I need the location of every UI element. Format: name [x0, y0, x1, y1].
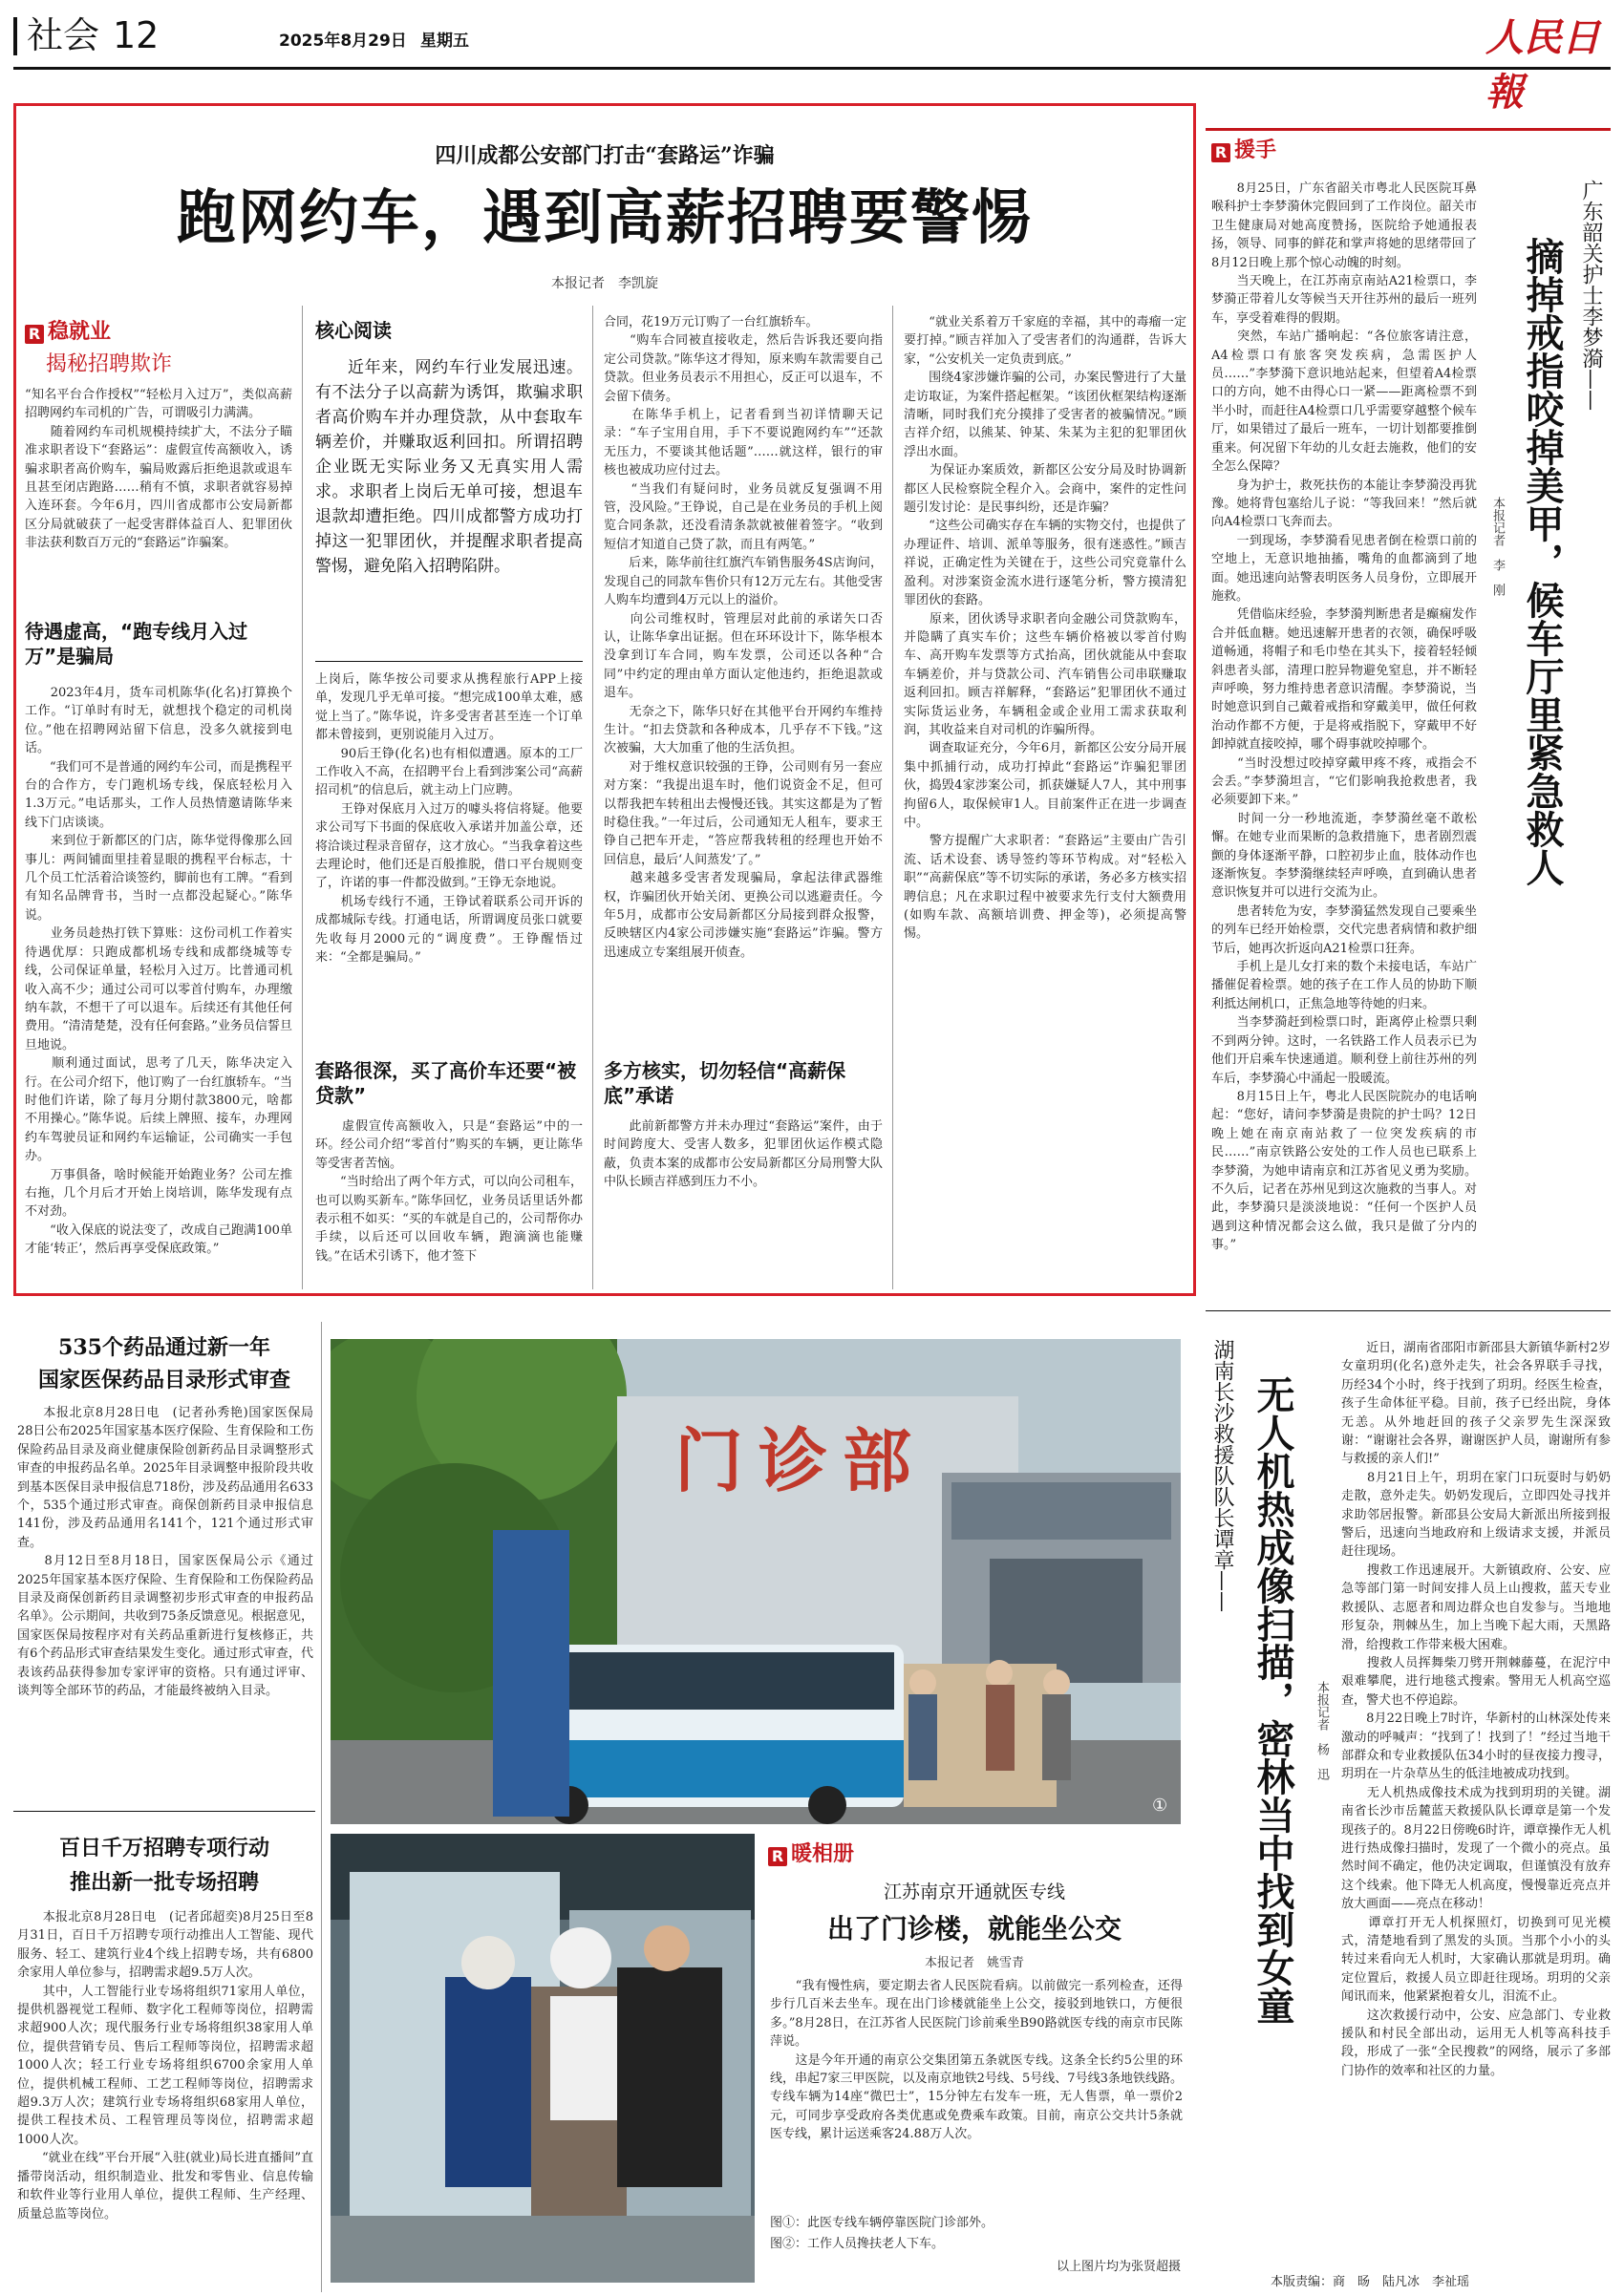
col-rule	[892, 306, 893, 1289]
drug-title-2: 国家医保药品目录形式审查	[37, 1368, 290, 1392]
warm-text: “我有慢性病，要定期去省人民医院看病。以前做完一系列检查，还得步行几百米去坐车。现在出门诊楼就能坐上公交，接驳到地铁口，方便很多。”8月28日，在江苏省人民医院门诊前乘坐B90路就医专线的南京市民陈萍说。 这是今年开通的南京公交集团第五条就医专线。这条全长约5公里的环线，串起7家三甲医院，以及南京地铁2号线、5号线、7号线3条地铁线路。专线车辆为14座“微巴士”，15分钟左右发车一班，无人售票，单一票价2元，可同步享受政府各类优惠或免费乘车政策。目前，南京公交共计5条就医专线，累计运送乘客24.88万人次。	[770, 1979, 1183, 2142]
section-sublabel: 揭秘招聘欺诈	[46, 352, 173, 376]
jobs-text: 本报北京8月28日电 (记者邱超奕)8月25日至8月31日，百日千万招聘专项行动推出人工智能、现代服务、轻工、建筑行业4个线上招聘专场，共有6800余家用人单位参与，招聘需求超9.5万人次。 其中，人工智能行业专场将组织71家用人单位，提供机器视觉工程师、数字化工程师等岗位，招聘需求超900人次；现代服务行业专场将组织38家用人单位，提供营销专员、售后工程师等岗位，招聘需求超1000人次；轻工行业专场将组织6700余家用人单位，提供机械工程师、工艺工程师等岗位，招聘需求超9.3万人次；建筑行业专场将组织68家用人单位，提供工程技术员、工程管理员等岗位，招聘需求超1000人次。 “就业在线”平台开展“入驻(就业)局长进直播间”直播带岗活动，组织制造业、批发和零售业、信息传输和软件业等行业用人单位，提供工程师、生产经理、质量总监等岗位。	[17, 1910, 313, 2222]
row-rule	[1206, 1310, 1611, 1311]
col3-text: 合同，花19万元订购了一台红旗轿车。 “购车合同被直接收走，然后告诉我还要向指定公司贷款。”陈华这才得知，原来购车款需要自己贷款。但业务员表示不用担心，反正可以退车，不会留下债务。 在陈华手机上，记者看到当初详情聊天记录：“车子宝用自用，手下不要说跑网约车”“还款无压力，不要谈其他话题”……就这样，银行的审核也被成功应付过去。 “当我们有疑问时，业务员就反复强调不用管，没风险。”王铮说，自己是在业务员的手机上阅览合同条款，还没看清条款就被催着签字。“收到短信才知道自己贷了款，而且有两笔。” 后来，陈华前往红旗汽车销售服务4S店询问，发现自己的同款车售价只有12万元左右。其他受害人购车均遭到4万元以上的溢价。 向公司维权时，管理层对此前的承诺矢口否认，让陈华拿出证据。但在环环设计下，陈华根本没拿到订车合同，购车发票，公司还以各种“合同”中约定的理由单方面认定他违约，拒绝退款或退车。 无奈之下，陈华只好在其他平台开网约车维持生计。“扣去贷款和各种成本，几乎存不下钱。”这次被骗，大大加重了他的生活负担。 对于维权意识较强的王铮，公司则有另一套应对方案：“我提出退车时，他们说资金不足，但可以帮我把车转租出去慢慢还钱。其实这都是为了暂时稳住我。”一年过后，公司通知无人租车，要求王铮自己把车开走，“答应帮我转租的经理也开始不回信息，最后‘人间蒸发’了。” 越来越多受害者发现骗局，拿起法律武器维权，诈骗团伙开始关闭、更换公司以逃避责任。今年5月，成都市公安局新都区分局接到群众报警，反映辖区内4家公司涉嫌实施“套路运”诈骗。警方迅速成立专案组展开侦查。	[604, 315, 883, 960]
photo-bus-at-hospital	[331, 1339, 1181, 1824]
warm-kicker: 江苏南京开通就医专线	[883, 1881, 1065, 1903]
story-headline: 跑网约车，遇到高薪招聘要警惕	[176, 182, 1033, 252]
paper-logo: 人民日報	[1485, 15, 1600, 115]
col3-text-b: 此前新都警方并未办理过“套路运”案件，由于时间跨度大、受害人数多，犯罪团伙运作模式隐蔽，负责本案的成都市公安局新都区分局刑警大队中队长顾吉祥感到压力不小。	[604, 1119, 883, 1190]
aid-title: 摘掉戒指咬掉美甲，候车厅里紧急救人	[1520, 237, 1565, 886]
col1-text-b: 2023年4月，货车司机陈华(化名)打算换个工作。“订单时有时无，就想找个稳定的司机岗位。”他在招聘网站留下信息，没多久就接到电话。 “我们可不是普通的网约车公司，而是携程平台的合作方，专门跑机场专线，保底轻松月入1.3万元。”电话那头，工作人员热情邀请陈华来线下门店谈谈。 来到位于新都区的门店，陈华觉得像那么回事儿：两间铺面里挂着显眼的携程平台标志，十几个员工忙活着洽谈签约，脚前也有工牌。“看到有知名品牌背书，当时一点都没起疑心。”陈华说。 业务员趁热打铁下算账：这份司机工作着实待遇优厚：只跑成都机场专线和成都绕城等专线，公司保证单量，轻松月入过万。比普通司机收入高不少；通过公司可以零首付购车，办理缴纳车款，不想干了可以退车。后续还有其他任何费用。“清清楚楚，没有任何套路。”业务员信誓旦旦地说。 顺利通过面试，思考了几天，陈华决定入行。在公司介绍下，他订购了一台红旗轿车。“当时他们许诺，除了每月分期付款3800元，啥都不用操心。”陈华说。后续上牌照、接车，办理网约车驾驶员证和网约车运输证，公司确实一手包办。 万事俱备，啥时候能开始跑业务？公司左推右拖，几个月后才开始上岗培训，陈华发现有点不对劲。 “收入保底的说法变了，改成自己跑满100单才能‘转正’，然后再享受保底政策。”	[25, 686, 292, 1257]
col-rule	[321, 1322, 322, 2292]
subhead-2: 套路很深，买了高价车还要“被贷款”	[315, 1059, 577, 1107]
drone-text: 近日，湖南省邵阳市新邵县大新镇华新村2岁女童玥玥(化名)意外走失，社会各界联手寻找，历经34个小时，终于找到了玥玥。经医生检查，孩子生命体征平稳。目前，孩子已经出院，身体无恙。从外地赶回的孩子父亲罗先生深深致谢：“谢谢社会各界，谢谢医护人员，谢谢所有参与救援的亲人们!” 8月21日上午，玥玥在家门口玩耍时与奶奶走散，意外走失。奶奶发现后，立即四处寻找并求助邻居报警。新邵县公安局大新派出所接到报警后，迅速向当地政府和上级请求支援，并派员赶往现场。 搜救工作迅速展开。大新镇政府、公安、应急等部门第一时间安排人员上山搜救，蓝天专业救援队、志愿者和周边群众也自发参与。当地地形复杂，荆棘丛生，加上当晚下起大雨，天黑路滑，给搜救工作带来极大困难。 搜救人员挥舞柴刀劈开荆棘藤蔓，在泥泞中艰难攀爬，进行地毯式搜索。警用无人机高空巡查，警犬也不停追踪。 8月22日晚上7时许，华新村的山林深处传来激动的呼喊声：“找到了！找到了！”经过当地干部群众和专业救援队伍34小时的昼夜接力搜寻，玥玥在一片杂草丛生的低洼地被成功找到。 无人机热成像技术成为找到玥玥的关键。湖南省长沙市岳麓蓝天救援队队长谭章是第一个发现孩子的。8月22日傍晚6时许，谭章操作无人机进行热成像扫描时，发现了一个微小的亮点。虽然时间不确定，他仍决定调取，但谨慎没有放弃这个线索。他下降无人机高度，慢慢靠近亮点并放大画面——亮点在移动！ 谭章打开无人机探照灯，切换到可见光模式，清楚地看到了黑发的头顶。当那个小小的头转过来看向无人机时，大家确认那就是玥玥。确定位置后，救援人员立即赶往现场。玥玥的父亲闻讯而来，他紧紧抱着女儿，泪流不止。 这次救援行动中，公安、应急部门、专业救援队和村民全部出动，运用无人机等高科技手段，形成了一张“全民搜救”的网络，展示了多部门协作的效率和社区的力量。	[1341, 1341, 1611, 2078]
drone-byline: 本报记者 杨 迅	[1314, 1681, 1329, 1780]
aid-top-rule	[1206, 128, 1611, 131]
col2-text: 上岗后，陈华按公司要求从携程旅行APP上接单，发现几乎无单可接。“想完成100单太难，感觉上当了。”陈华说，许多受害者甚至连一个订单都未曾接到，更别说能月入过万。 90后王铮(化名)也有相似遭遇。原本的工厂工作收入不高，在招聘平台上看到涉案公司“高薪招司机”的信息后，就主动上门应聘。 王铮对保底月入过万的噱头将信将疑。他要求公司写下书面的保底收入承诺并加盖公章，还将洽谈过程录音留存，这才放心。“当我拿着这些去理论时，他们还是百般推脱，借口平台规则变了，许诺的事一件都没做到。”王铮无奈地说。 机场专线行不通，王铮试着联系公司开诉的成都城际专线。打通电话，所谓调度员张口就要先收每月2000元的“调度费”。王铮醒悟过来：“全都是骗局。”	[315, 672, 583, 966]
aid-text: 8月25日，广东省韶关市粤北人民医院耳鼻喉科护士李梦漪休完假回到了工作岗位。韶关市卫生健康局对她高度赞扬，医院给予她通报表扬，领导、同事的鲜花和掌声将她的思绪带回了8月12日晚上那个惊心动魄的时刻。 当天晚上，在江苏南京南站A21检票口，李梦漪正带着儿女等候当天开往苏州的最后一班列车，享受着难得的假期。 突然，车站广播响起：“各位旅客请注意，A4检票口有旅客突发疾病，急需医护人员……”李梦漪下意识地站起来，但望着A4检票口的方向，她不由得心口一紧——距离检票不到半小时，而赶往A4检票口几乎需要穿越整个候车厅，如果错过了最后一班车，一切计划都要推倒重来。何况留下年幼的儿女赶去施救，他们的安全怎么保障？ 身为护士，救死扶伤的本能让李梦漪没再犹豫。她将背包塞给儿子说：“等我回来！”然后就向A4检票口飞奔而去。 一到现场，李梦漪看见患者倒在检票口前的空地上，无意识地抽搐，嘴角的血都滴到了地面。她迅速向站警表明医务人员身份，立即展开施救。 凭借临床经验，李梦漪判断患者是癫痫发作合并低血糖。她迅速解开患者的衣领，确保呼吸道畅通，将帽子和毛巾垫在其头下，接着轻轻倾斜患者头部，清理口腔异物避免窒息，并不断轻声呼唤，努力维持患者意识清醒。李梦漪说，当时她意识到自己戴着戒指和穿戴美甲，做任何救治动作都不方便，于是将戒指脱下，穿戴甲不好卸掉就直接咬掉，哪个碍事就咬掉哪个。 “当时没想过咬掉穿戴甲疼不疼，戒指会不会丢。”李梦漪坦言，“它们影响我抢救患者，我必须要卸下来。” 时间一分一秒地流逝，李梦漪丝毫不敢松懈。在她专业而果断的急救措施下，患者剧烈震颤的身体逐渐平静，口腔初步止血，肢体动作也逐渐恢复。李梦漪继续轻声呼唤，直到确认患者意识恢复并可以进行交流为止。 患者转危为安，李梦漪猛然发现自己要乘坐的列车已经开始检票，交代完患者病情和救护细节后，她再次折返向A21检票口狂奔。 手机上是儿女打来的数个未接电话，车站广播催促着检票。她的孩子在工作人员的协助下顺利抵达闸机口，正焦急地等待她的归来。 当李梦漪赶到检票口时，距离停止检票只剩不到两分钟。这时，一名铁路工作人员表示已为他们开启乘车快速通道。顺利登上前往苏州的列车后，李梦漪心中涌起一股暖流。 8月15日上午，粤北人民医院院办的电话响起：“您好，请问李梦漪是贵院的护士吗？12日晚上她在南京南站救了一位突发疾病的市民……”南京铁路公安处的工作人员也已联系上李梦漪，为她申请南京和江苏省见义勇为奖励。不久后，记者在苏州见到这次施救的当事人。对此，李梦漪只是淡淡地说：“任何一个医护人员遇到这种情况都会这么做，我只是做了分内的事。”	[1211, 181, 1477, 1253]
weekday: 星期五	[420, 32, 469, 51]
aid-badge: R	[1211, 143, 1230, 162]
aid-label: 援手	[1234, 138, 1277, 162]
caption-1: 图①：此医专线车辆停靠医院门诊部外。	[770, 2216, 994, 2230]
drone-kicker: 湖南长沙救援队队长谭章——	[1210, 1339, 1234, 1612]
section-label: 稳就业	[48, 320, 112, 344]
photo-marker-1: ①	[1152, 1796, 1168, 1816]
row-rule	[13, 1811, 315, 1812]
jobs-title-2: 推出新一批专场招聘	[69, 1870, 259, 1895]
col-rule	[302, 306, 303, 1289]
drone-title: 无人机热成像扫描，密林当中找到女童	[1250, 1375, 1295, 2025]
warm-title: 出了门诊楼，就能坐公交	[826, 1913, 1122, 1945]
section-tag	[25, 315, 111, 345]
masthead-bracket	[13, 17, 17, 55]
col-rule	[592, 306, 593, 1289]
col1-text-a: “知名平台合作授权”“轻松月入过万”，类似高薪招聘网约车司机的广告，可谓吸引力满满。 随着网约车司机规模持续扩大，不法分子瞄准求职者设下“套路运”：虚假宣传高额收入，诱骗求职者高价购车，骗局败露后拒绝退款或退车且甚至闭店跑路……稍有不慎，求职者就容易掉入连环套。今年6月，四川省成都市公安局新都区分局就破获了一起受害群体益百人、犯罪团伙非法获利数百万元的“套路运”诈骗案。	[25, 388, 292, 551]
aid-kicker: 广东韶关护士李梦漪——	[1579, 180, 1603, 411]
jobs-title: 百日千万招聘专项行动	[58, 1836, 269, 1860]
story-kicker: 四川成都公安部门打击“套路运”诈骗	[435, 143, 775, 168]
masthead	[0, 0, 1624, 115]
warm-label: 暖相册	[791, 1842, 855, 1866]
section-name: 社会	[27, 14, 100, 56]
photo-staff-helping-elder	[331, 1834, 755, 2283]
photo-elder-illustration	[331, 1834, 755, 2283]
aid-tag	[1211, 134, 1276, 163]
warm-badge: R	[768, 1847, 787, 1866]
subhead-1: 待遇虚高，“跑专线月入过万”是骗局	[25, 620, 248, 668]
core-reading-label: 核心阅读	[315, 319, 392, 342]
photo-credit: 以上图片均为张贤超摄	[1056, 2260, 1181, 2274]
core-reading-text: 近年来，网约车行业发展迅速。有不法分子以高薪为诱饵，欺骗求职者高价购车并办理贷款，从中套取车辆差价，并赚取返利回扣。所谓招聘企业既无实际业务又无真实用人需求。求职者上岗后无单可接，想退车退款却遭拒绝。四川成都警方成功打掉这一犯罪团伙，并提醒求职者提高警惕，避免陷入招聘陷阱。	[315, 358, 583, 576]
aid-byline: 本报记者 李 刚	[1490, 497, 1505, 596]
caption-2: 图②：工作人员搀扶老人下车。	[770, 2237, 945, 2251]
warm-byline: 本报记者 姚雪青	[924, 1956, 1024, 1970]
section-badge: R	[25, 325, 44, 344]
hospital-sign: 门诊部	[674, 1421, 928, 1501]
page-number: 12	[113, 14, 160, 56]
subhead-3: 多方核实，切勿轻信“高薪保底”承诺	[604, 1059, 846, 1107]
footer-editors: 本版责编：商 旸 陆凡冰 李祉瑶	[1271, 2275, 1470, 2289]
warm-tag	[768, 1838, 854, 1867]
issue-date: 2025年8月29日	[279, 32, 407, 51]
col2-text-b: 虚假宣传高额收入，只是“套路运”中的一环。经公司介绍“零首付”购买的车辆，更让陈华等受害者苦恼。 “当时给出了两个年方式，可以向公司租车，也可以购买新车。”陈华回忆，业务员话里话外都表示租不如买：“买的车就是自己的，公司帮你办手续，以后还可以回收车辆，跑滴滴也能赚钱。”在话术引诱下，他才签下	[315, 1119, 583, 1264]
drug-text: 本报北京8月28日电 (记者孙秀艳)国家医保局28日公布2025年国家基本医疗保险、生育保险和工伤保险药品目录及商业健康保险创新药品目录调整形式审查的申报药品名单。2025年目录调整申报阶段共收到基本医保目录申报信息718份，涉及药品通用名633个，535个通过形式审查。商保创新药目录申报信息141份，涉及药品通用名141个，121个通过形式审查。 8月12日至8月18日，国家医保局公示《通过2025年国家基本医疗保险、生育保险和工伤保险药品目录及商保创新药目录调整初步形式审查的申报药品名单》。公示期间，共收到75条反馈意见。根据意见，国家医保局按程序对有关药品重新进行复核修正，共有6个药品形式审查结果发生变化。通过形式审查，代表该药品获得参加专家评审的资格。只有通过评审、谈判等全部环节的药品，才能最终被纳入目录。	[17, 1406, 313, 1699]
masthead-rule	[13, 67, 1611, 70]
col4-text: “就业关系着万千家庭的幸福，其中的毒瘤一定要打掉。”顾吉祥加入了受害者们的沟通群，告诉大家，“公安机关一定负责到底。” 围绕4家涉嫌诈骗的公司，办案民警进行了大量走访取证，为案件搭起框架。“该团伙框架结构逐渐清晰，同时我们充分摸排了受害者的被骗情况。”顾吉祥介绍，以熊某、钟某、朱某为主犯的犯罪团伙浮出水面。 为保证办案质效，新都区公安分局及时协调新都区人民检察院全程介入。会商中，案件的定性问题引发讨论：是民事纠纷，还是诈骗？ “这些公司确实存在车辆的实物交付，也提供了办理证件、培训、派单等服务，很有迷惑性。”顾吉祥说，正确定性为关键在于，这些公司究竟靠什么盈利。对涉案资金流水进行逐笔分析，警方摸清犯罪团伙的套路。 原来，团伙诱导求职者向金融公司贷款购车，并隐瞒了真实车价；这些车辆价格被以零首付购车、高开购车发票等方式抬高，团伙就能从中套取车辆差价，并与贷款公司、汽车销售公司串联赚取返利回扣。顾吉祥解释，“套路运”犯罪团伙不通过实际货运业务，车辆租金或企业用工需求获取利润，其收益来自对司机的诈骗所得。 调查取证充分，今年6月，新都区公安分局开展集中抓捕行动，成功打掉此“套路运”诈骗犯罪团伙，捣毁4家涉案公司，抓获嫌疑人7人，其中刑事拘留6人，取保候审1人。目前案件正在进一步调查中。 警方提醒广大求职者：“套路运”主要由广告引流、话术设套、诱导签约等环节构成。对“轻松入职”“高薪保底”等不切实际的承诺，务必多方核实招聘信息；凡在求职过程中被要求先行支付大额费用(如购车款、高额培训费、押金等)，必须提高警惕。	[904, 315, 1186, 942]
story-byline: 本报记者 李凯旋	[551, 276, 658, 291]
drug-title: 535个药品通过新一年	[58, 1335, 270, 1360]
core-rule	[315, 661, 583, 662]
